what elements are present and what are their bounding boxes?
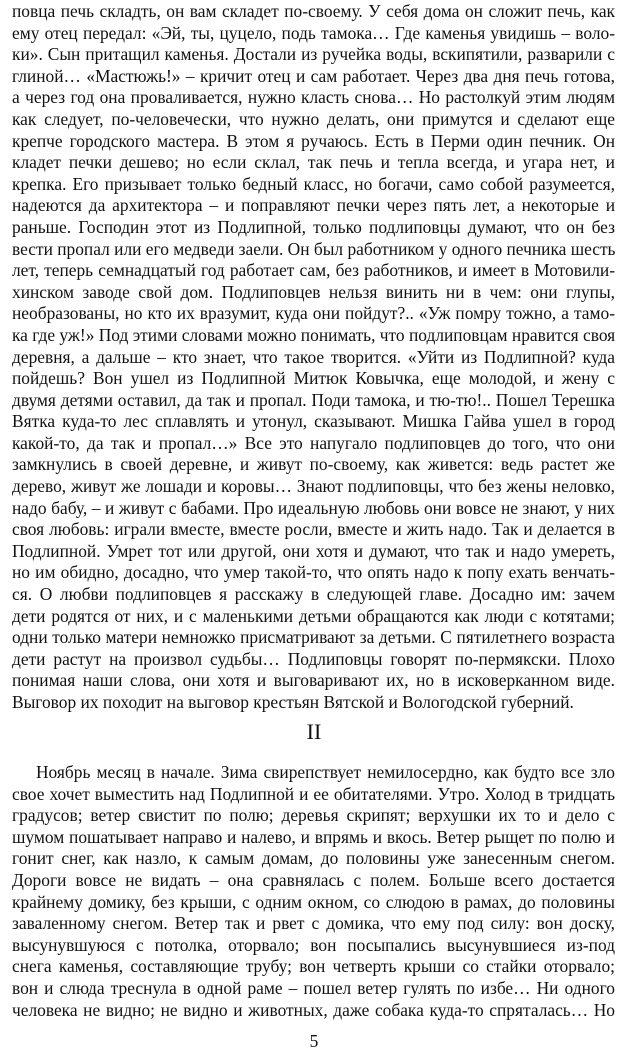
text-line: человека не видно; не видно и животных, даже собака куда-то спряталась… Но <box>12 999 615 1020</box>
text-line: Дороги вовсе не видать – она сравнялась с полем. Больше всего достается <box>12 869 615 890</box>
text-line: дерево, живут же лошади и коровы… Знают подлиповцы, что без жены неловко, <box>12 476 615 497</box>
text-line: шумом пошатывает направо и налево, и впрямь и вкось. Ветер рыщет по полю и <box>12 826 615 847</box>
text-line: заваленному снегом. Ветер так и рвет с домика, что ему под силу: вон доску, <box>12 913 615 934</box>
text-line: глиной… «Мастюжь!» – кричит отец и сам работает. Через два дня печь готова, <box>12 65 615 86</box>
text-line: но им обидно, досадно, что умер такой-то, что опять надо к попу ехать венчать- <box>12 562 615 583</box>
text-line: свое хочет выместить над Подлипной и ее обитателями. Утро. Холод в тридцать <box>12 783 615 804</box>
page-number: 5 <box>309 1031 319 1051</box>
text-line: Вятка куда-то лес сплавлять и утонул, сказывают. Мишка Гайва ушел в город <box>12 411 615 432</box>
text-line: необразованы, но кто их вразумит, куда они пойдут?.. «Уж помру тожно, а тамо- <box>12 303 615 324</box>
text-line: крайнему домику, без крыши, с одним окном, со слюдою в рамах, до половины <box>12 891 615 912</box>
text-line: своя любовь: играли вместе, вместе росли, вместе и жить надо. Так и делается в <box>12 519 615 540</box>
text-line: а через год она проваливается, нужно класть снова… Но растолкуй этим людям <box>12 87 615 108</box>
text-line: крепче городского мастера. В этом я ручаюсь. Есть в Перми один печник. Он <box>12 130 615 151</box>
text-line: дети родятся от них, и с маленькими детьми обращаются как люди с котятами; <box>12 605 615 626</box>
text-line: вести пропал или его медведи заели. Он был работником у одного печника шесть <box>12 238 616 259</box>
text-line: одни только матери немножко присматривают за детьми. С пятилетнего возраста <box>12 627 615 648</box>
text-line: кладет печки дешево; но если склал, так печь и тепла всегда, и угара нет, и <box>12 152 615 173</box>
text-line: лет, теперь семнадцатый год работает сам, без работников, и имеет в Мотовили- <box>12 260 615 281</box>
text-line: вон и слюда треснула в одной раме – пошел ветер гулять по избе… Ни одного <box>12 977 615 998</box>
text-line: какой-то, да так и пропал…» Все это напугало подлиповцев до того, что они <box>12 432 615 453</box>
text-line: раньше. Господин этот из Подлипной, только подлиповцы думают, что он без <box>12 216 615 237</box>
text-line: Ноябрь месяц в начале. Зима свирепствует немилосердно, как будто все зло <box>36 762 615 782</box>
text-line: градусов; ветер свистит по полю; деревья скрипят; верхушки их то и дело с <box>12 805 615 826</box>
text-line: ему отец передал: «Эй, ты, цуцело, подь тамока… Где каменья увидишь – воло- <box>12 22 615 43</box>
text-line: ки». Сын притащил каменья. Достали из ручейка воды, вскипятили, разварили с <box>12 44 615 65</box>
paragraph-1 <box>12 1 615 714</box>
chapter-heading: II <box>306 719 322 744</box>
text-line: гонит снег, как назло, к самым домам, до половины уже занесенным снегом. <box>12 848 615 869</box>
text-line: Выговор их походит на выговор крестьян Вятской и Вологодской губерний. <box>12 692 574 712</box>
text-line: ка где уж!» Под этими словами можно понимать, что подлиповцам нравится своя <box>12 324 616 345</box>
text-line: деревня, а дальше – кто знает, что такое творится. «Уйти из Подлипной? куда <box>12 346 615 367</box>
text-line: снега каменья, составляющие трубу; вон четверть крыши со стайки оторвало; <box>12 956 615 977</box>
text-line: понимая наши слова, они хотя и выговаривают их, но в исковерканном виде. <box>12 670 615 691</box>
text-line: повца печь складть, он вам складет по-своему. У себя дома он сложит печь, как <box>12 1 615 21</box>
text-line: замкнулись в своей деревне, и живут по-своему, как живется: ведь растет же <box>12 454 615 475</box>
text-line: пойдешь? Вон ушел из Подлипной Митюк Ковычка, еще молодой, и жену с <box>12 368 615 389</box>
text-line: высунувшуюся с потолка, оторвало; вон посыпались высунувшиеся из-под <box>12 934 615 955</box>
text-line: как следует, по-человечески, что нужно делать, они примутся и сделают еще <box>12 108 615 129</box>
text-line: хинском заводе свой дом. Подлиповцев нельзя винить ни в чем: они глупы, <box>12 281 615 302</box>
text-line: надо бабу, – и живут с бабами. Про идеальную любовь они вовсе не знают, у них <box>12 497 615 518</box>
paragraph-2 <box>12 762 615 1021</box>
text-line: крепка. Его призывает только бедный класс, но богачи, само собой разумеется, <box>12 173 615 194</box>
text-line: двумя детями оставил, да так и пропал. Поди тамока, и тю-тю!.. Пошел Терешка <box>12 389 615 410</box>
text-line: Подлипной. Умрет тот или другой, они хотя и думают, что так и надо умереть, <box>12 540 615 561</box>
text-line: надеются да архитектора – и поправляют печки через пять лет, а некоторые и <box>12 195 615 216</box>
text-line: ся. О любви подлиповцев я расскажу в следующей главе. Досадно им: зачем <box>12 584 615 605</box>
text-line: дети растут на произвол судьбы… Подлиповцы говорят по-пермякски. Плохо <box>12 648 615 669</box>
